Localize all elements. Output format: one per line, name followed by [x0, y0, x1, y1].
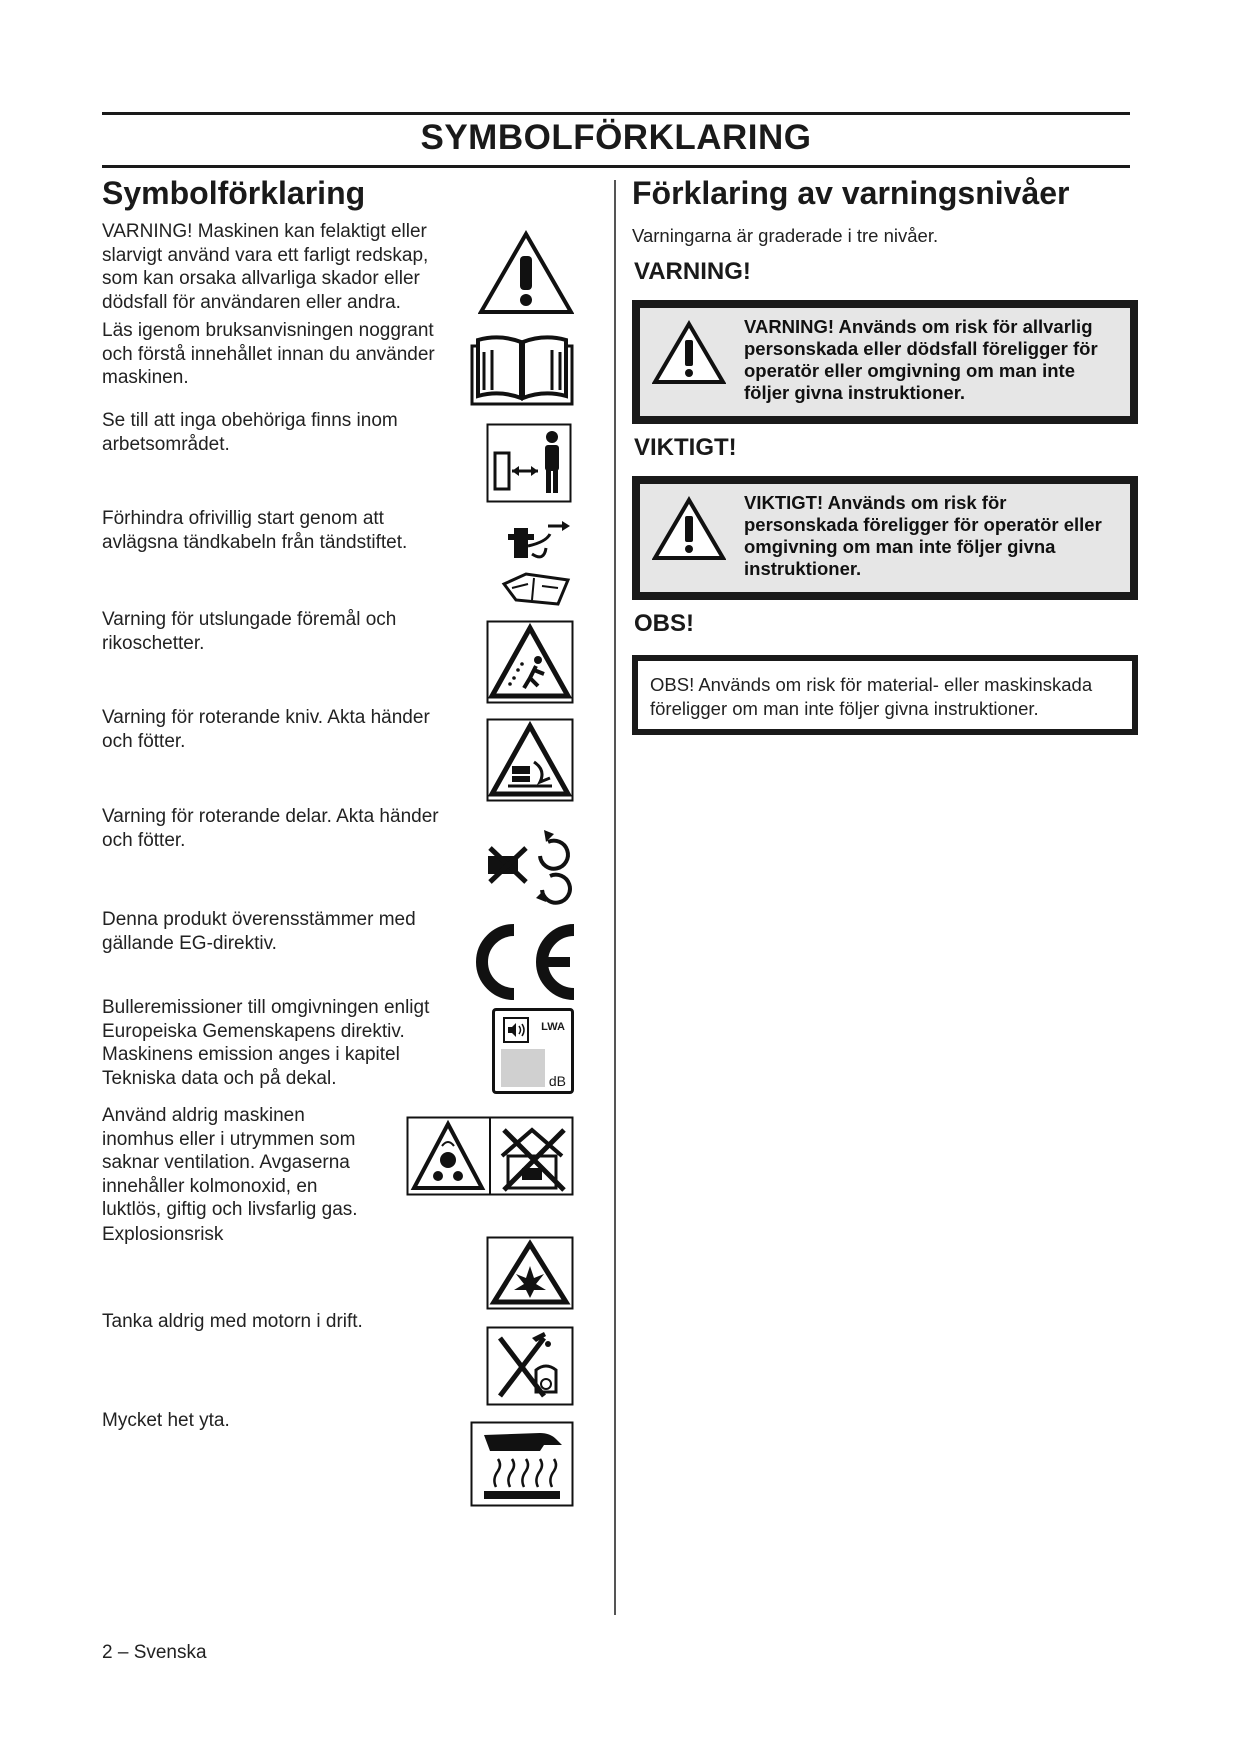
symbol-text-noise: Bulleremissioner till omgivningen enligt Europeiska Gemenskapens direktiv. Maskinens emission anges i kapitel Tekniska data och på dekal.: [102, 997, 430, 1089]
noise-label-icon: [492, 1008, 574, 1094]
level-label-obs: OBS!: [634, 610, 694, 637]
warning-triangle-icon: [652, 496, 726, 567]
symbol-text-rotating-parts: Varning för roterande delar. Akta händer och fötter.: [102, 806, 439, 851]
noise-label-db: dB: [548, 1073, 566, 1089]
symbol-text-refuel: Tanka aldrig med motorn i drift.: [102, 1311, 363, 1332]
symbol-text-spark-plug: Förhindra ofrivillig start genom att avlägsna tändkabeln från tändstiftet.: [102, 508, 408, 553]
page-title: SYMBOLFÖRKLARING: [420, 118, 812, 157]
level-label-viktigt: VIKTIGT!: [634, 434, 737, 461]
no-refuel-icon: [486, 1326, 574, 1411]
levels-intro: Varningarna är graderade i tre nivåer.: [632, 225, 939, 246]
noise-label-lwa: LWA: [541, 1021, 565, 1033]
thrown-objects-icon: [486, 620, 574, 709]
noise-value-area: [501, 1049, 545, 1087]
warning-triangle-icon: [478, 230, 574, 321]
exhaust-indoor-icon: [406, 1116, 574, 1201]
left-heading: Symbolförklaring: [102, 175, 366, 211]
column-divider: [614, 180, 616, 1615]
symbol-text-exhaust: Använd aldrig maskinen inomhus eller i utrymmen som saknar ventilation. Avgaserna innehåller kolmonoxid, en luktlös, giftig och livsfarlig gas.: [102, 1105, 358, 1220]
symbol-text-explosion: Explosionsrisk: [102, 1224, 224, 1245]
symbol-text-hot-surface: Mycket het yta.: [102, 1410, 230, 1431]
viktigt-box: [632, 476, 1138, 600]
spark-plug-icon: [498, 518, 574, 615]
open-book-icon: [470, 332, 574, 411]
symbol-text-thrown-objects: Varning för utslungade föremål och rikoschetter.: [102, 609, 397, 654]
ce-mark-icon: [470, 922, 578, 1007]
right-heading: Förklaring av varningsnivåer: [632, 175, 1070, 211]
viktigt-box-text: VIKTIGT! Används om risk för personskada föreligger för operatör eller omgivning om man inte följer givna instruktioner.: [744, 492, 1102, 579]
symbol-text-bystanders: Se till att inga obehöriga finns inom arbetsområdet.: [102, 410, 398, 455]
symbol-text-manual: Läs igenom bruksanvisningen noggrant och förstå innehållet innan du använder maskinen.: [102, 320, 435, 388]
warning-triangle-icon: [652, 320, 726, 391]
rotating-parts-icon: [484, 820, 576, 915]
explosion-icon: [486, 1236, 574, 1315]
safety-distance-icon: [486, 423, 572, 508]
symbol-text-rotating-blade: Varning för roterande kniv. Akta händer och fötter.: [102, 707, 430, 752]
page-footer: 2 – Svenska: [102, 1642, 207, 1663]
varning-box-text: VARNING! Används om risk för allvarlig personskada eller dödsfall föreligger för operatör eller omgivning om man inte följer givna instruktioner.: [744, 316, 1098, 403]
varning-box: [632, 300, 1138, 424]
obs-box-text: OBS! Används om risk för material- eller maskinskada föreligger om man inte följer givna instruktioner.: [650, 674, 1093, 719]
symbol-text-ce: Denna produkt överensstämmer med gällande EG-direktiv.: [102, 909, 416, 954]
hot-surface-icon: [470, 1421, 574, 1512]
level-label-varning: VARNING!: [634, 258, 751, 285]
obs-box: [632, 655, 1138, 735]
rotating-blade-icon: [486, 718, 574, 807]
symbol-text-warning: VARNING! Maskinen kan felaktigt eller slarvigt använd vara ett farligt redskap, som kan orsaka allvarliga skador eller dödsfall för användaren eller andra.: [102, 221, 429, 313]
top-rule: [102, 112, 1130, 115]
title-underline: [102, 165, 1130, 168]
